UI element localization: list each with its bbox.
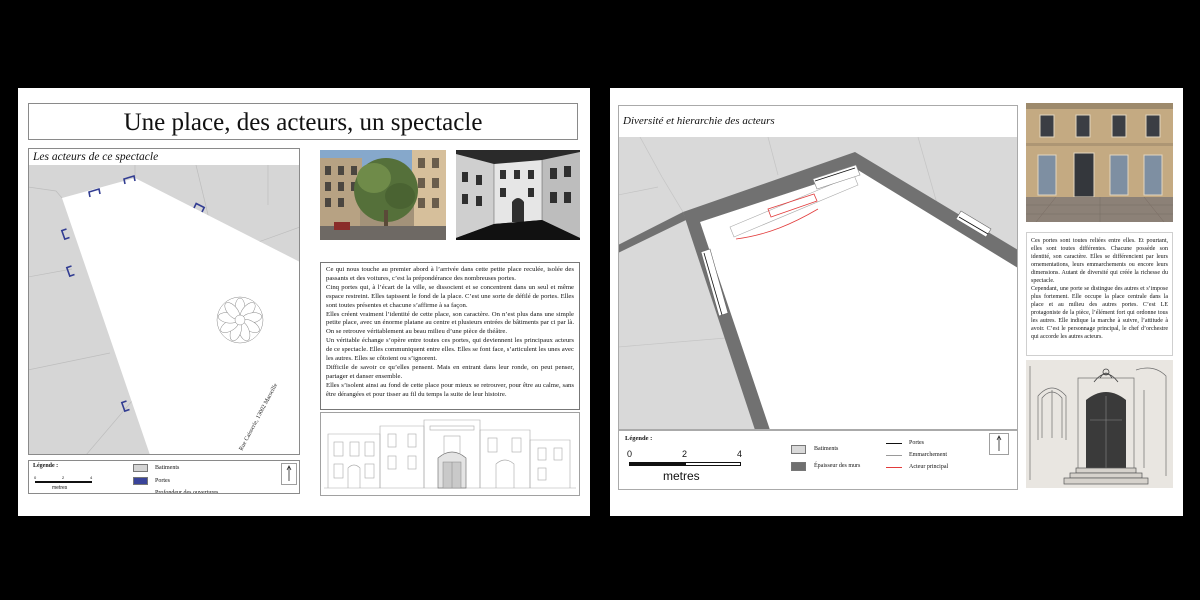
door-sketch [1026,360,1173,488]
legend-label-doors: Portes [909,440,924,446]
north-arrow-icon [281,463,297,485]
scale-label-4: 4 [90,475,93,480]
legend-swatch-buildings [133,464,148,472]
street-photo [320,150,446,240]
scale-bar-white [64,481,92,483]
legend-line-main-actor [886,467,902,468]
left-text [326,266,574,400]
legend-label-buildings: Batiments [155,465,180,471]
left-paragraph-6: Elles s’isolent ainsi au fond de cette place pour mieux se retrouver, pour être au calme, sans être dérangées et pour tisser au fil du temps la suite de leur histoire. [326,381,574,398]
scale-bar-white [685,462,741,466]
left-paragraph-3: Elles créent vraiment l’identité de cette place, son caractère. On n’est plus dans une simple petite place, avec un énorme platane au centre et plusieurs entrées de bâtiments par ci par là. On se retrouve véritablement au beau milieu d’une pièce de théâtre. [326,310,574,336]
place-sketch [456,150,580,240]
scale-label-0: 0 [34,475,37,480]
legend-swatch-walls [791,462,806,471]
scale-bar [34,475,96,493]
street-label: Rue Caisserie, 13002 Marseille [238,382,280,452]
scale-label-4: 4 [737,449,743,459]
title-box [28,103,578,140]
left-paragraph-4: Un véritable échange s’opère entre toutes ces portes, qui deviennent les principaux acteurs de ce spectacle. Elles communiquent entre elles. Elles se font face, s’articulent les unes avec les autres. Elles se côtoient ou s’ignorent. [326,337,574,363]
north-arrow-icon [989,433,1009,455]
right-paragraph-1: Ces portes sont toutes reliées entre elles. Et pourtant, elles sont toutes différentes. Chacune possède son identité, son caractère. Elles se différencient par leurs ornementations, leurs emmarchements ou encore leurs dimensions. Autant de diversité qui créée la richesse du spectacle. [1031,238,1168,284]
door-steps [1064,468,1148,484]
right-text-box [1026,232,1173,356]
facade-photo [1026,103,1173,222]
left-map-plan [28,165,300,455]
board-title: Une place, des acteurs, un spectacle [123,109,483,136]
facade-elevation-drawing [320,412,580,496]
right-map-heading: Diversité et hierarchie des acteurs [623,115,775,127]
right-map-plan [618,137,1018,430]
scale-bar-black [629,462,685,466]
left-map-panel [28,148,300,455]
legend-label-buildings: Batiments [814,446,839,452]
legend-swatch-buildings [791,445,806,454]
legend-heading: Légende : [625,435,653,442]
legend-label-main-actor: Acteur principal [909,464,949,470]
scale-unit: metres [52,485,68,491]
legend-swatch-doors [133,477,148,485]
left-board [18,88,590,516]
scale-bar-black [35,481,64,483]
legend-label-openings: Profondeur des ouvertures [155,490,219,494]
legend-heading: Légende : [33,463,59,469]
right-map-panel [618,105,1018,430]
left-text-box [320,262,580,410]
plane-tree-drawing [217,297,263,343]
right-legend [618,430,1018,490]
scale-bar [625,445,749,487]
scale-label-2: 2 [62,475,65,480]
legend-line-steps [886,455,902,456]
right-paragraph-2: Cependant, une porte se distingue des autres et s’impose plus fortement. Elle occupe la place centrale dans la place et au milieu des autres portes. C’est LE protagoniste de la pièce, l’élément fort qui ordonne tous les autres. Elle indique la marche à suivre, l’attitude à avoir. C’est le personnage principal, le chef d’orchestre qui accorde les autres acteurs. [1031,286,1168,340]
scale-unit: metres [663,469,700,483]
left-map-heading: Les acteurs de ce spectacle [33,151,159,163]
right-board [610,88,1183,516]
main-door-elevation [438,452,466,488]
legend-label-steps: Emmarchement [909,452,947,458]
scale-label-2: 2 [682,449,688,459]
scale-label-0: 0 [627,449,633,459]
right-text [1031,237,1168,341]
legend-label-walls: Épaisseur des murs [814,463,861,469]
left-legend [28,460,300,494]
left-paragraph-1: Ce qui nous touche au premier abord à l’arrivée dans cette petite place reculée, isolée des passants et des voitures, c’est la prépondérance des nombreuses portes. [326,266,574,282]
left-paragraph-2: Cinq portes qui, à l’écart de la ville, se dissocient et se concentrent dans un seul et même espace restreint. Elles tapissent le fond de la place. C’est une sorte de défilé de portes. Elles sont toutes présentes et chacune s’affirme à sa façon. [326,283,574,309]
legend-line-doors [886,443,902,444]
left-paragraph-5: Difficile de savoir ce qu’elles pensent. Mais en entrant dans leur ronde, on peut penser, partager et danser ensemble. [326,363,574,380]
legend-label-doors: Portes [155,478,170,484]
